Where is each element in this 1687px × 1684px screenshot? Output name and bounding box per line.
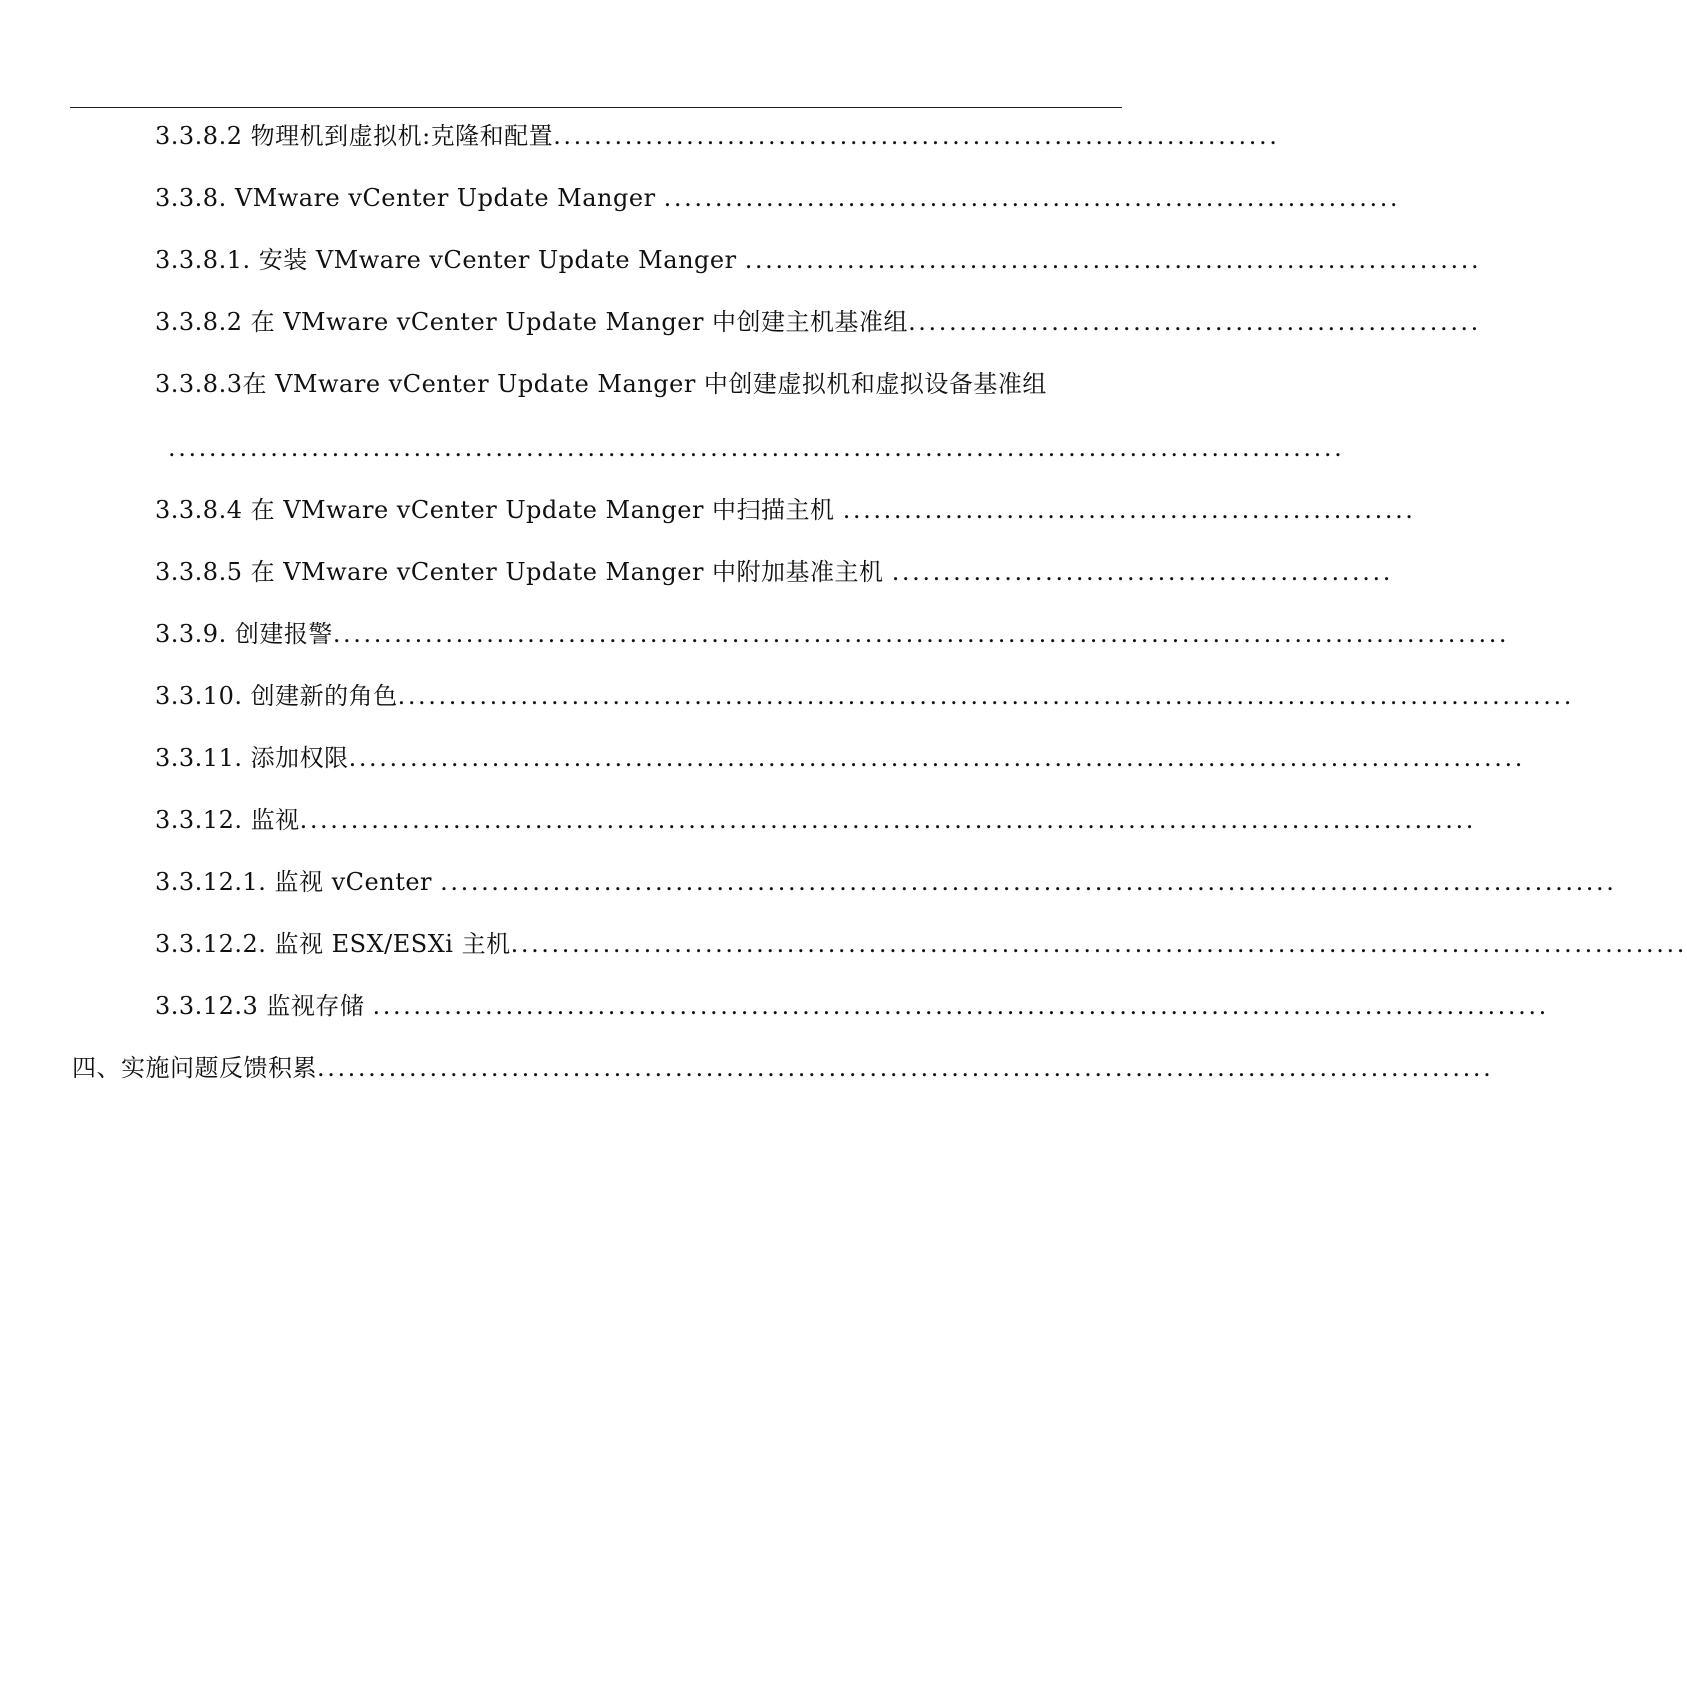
toc-dot-leader: ................................................................................................................... [372,992,1549,1020]
toc-entry-text: 3.3.8.4 在 VMware vCenter Update Manger 中扫描主机 [155,496,843,524]
toc-entry-text: 3.3.9. 创建报警 [155,620,333,648]
toc-entry-3-3-10-create-role[interactable] [155,676,1574,716]
toc-entry-text: 四、实施问题反馈积累 [72,1054,317,1082]
header-rule [70,107,1122,108]
toc-entry-3-3-12-monitor[interactable] [155,800,1476,840]
toc-dot-leader: ................................................................................................................... [299,806,1476,834]
toc-entry-text: 3.3.8.2 物理机到虚拟机:克隆和配置 [155,122,554,150]
toc-entry-3-3-11-add-permission[interactable] [155,738,1525,778]
toc-entry-text: 3.3.11. 添加权限 [155,744,349,772]
toc-dot-leader: ........................................................................ [744,246,1482,274]
toc-entry-3-3-12-3-monitor-storage[interactable] [155,986,1549,1026]
toc-dot-leader: ................................................................................................................... [332,620,1510,648]
toc-entry-chapter-4-feedback[interactable] [72,1048,1494,1088]
toc-dot-leader: ................................................................................................................... [510,930,1687,958]
toc-entry-text: 3.3.12.1. 监视 vCenter [155,868,441,896]
toc-dot-leader: ........................................................ [908,308,1481,336]
toc-entry-3-3-8-update-manager[interactable] [155,178,1401,218]
toc-dot-leader: ........................................................ [842,496,1416,524]
toc-dot-leader: ................................................................................................................... [397,682,1574,710]
toc-dot-leader: ................................................. [891,558,1393,586]
toc-entry-text: 3.3.8.3在 VMware vCenter Update Manger 中创建虚拟机和虚拟设备基准组 [155,370,1047,398]
toc-entry-3-3-8-3-continuation[interactable] [168,428,1345,468]
toc-entry-3-3-12-1-monitor-vcenter[interactable] [155,862,1617,902]
toc-entry-text: 3.3.8.5 在 VMware vCenter Update Manger 中附加基准主机 [155,558,892,586]
toc-entry-text: 3.3.12.3 监视存储 [155,992,373,1020]
toc-entry-3-3-8-2-host-baseline-group[interactable] [155,302,1481,342]
toc-entry-text: 3.3.8.2 在 VMware vCenter Update Manger 中创建主机基准组 [155,308,909,336]
toc-entry-3-3-9-create-alarm[interactable] [155,614,1510,654]
toc-entry-3-3-8-1-install-update-manager[interactable] [155,240,1482,280]
toc-entry-3-3-12-2-monitor-esx-host[interactable] [155,924,1687,964]
toc-dot-leader: ........................................................................ [663,184,1401,212]
toc-dot-leader: ................................................................................................................... [440,868,1617,896]
toc-dot-leader: ....................................................................... [553,122,1280,150]
toc-entry-text: 3.3.8. VMware vCenter Update Manger [155,184,664,212]
toc-dot-leader: ................................................................................................................... [348,744,1525,772]
toc-entry-3-3-8-2-p2v-clone[interactable] [155,116,1280,156]
toc-entry-text: 3.3.8.1. 安装 VMware vCenter Update Manger [155,246,745,274]
toc-entry-text: 3.3.12. 监视 [155,806,300,834]
toc-dot-leader: ................................................................................................................... [168,434,1345,462]
toc-entry-3-3-8-4-scan-host[interactable] [155,490,1416,530]
toc-entry-text: 3.3.12.2. 监视 ESX/ESXi 主机 [155,930,511,958]
toc-entry-text: 3.3.10. 创建新的角色 [155,682,398,710]
toc-entry-3-3-8-3-vm-baseline-group[interactable] [155,364,1191,404]
toc-dot-leader: ................................................................................................................... [317,1054,1494,1082]
toc-entry-3-3-8-5-attach-baseline-host[interactable] [155,552,1393,592]
